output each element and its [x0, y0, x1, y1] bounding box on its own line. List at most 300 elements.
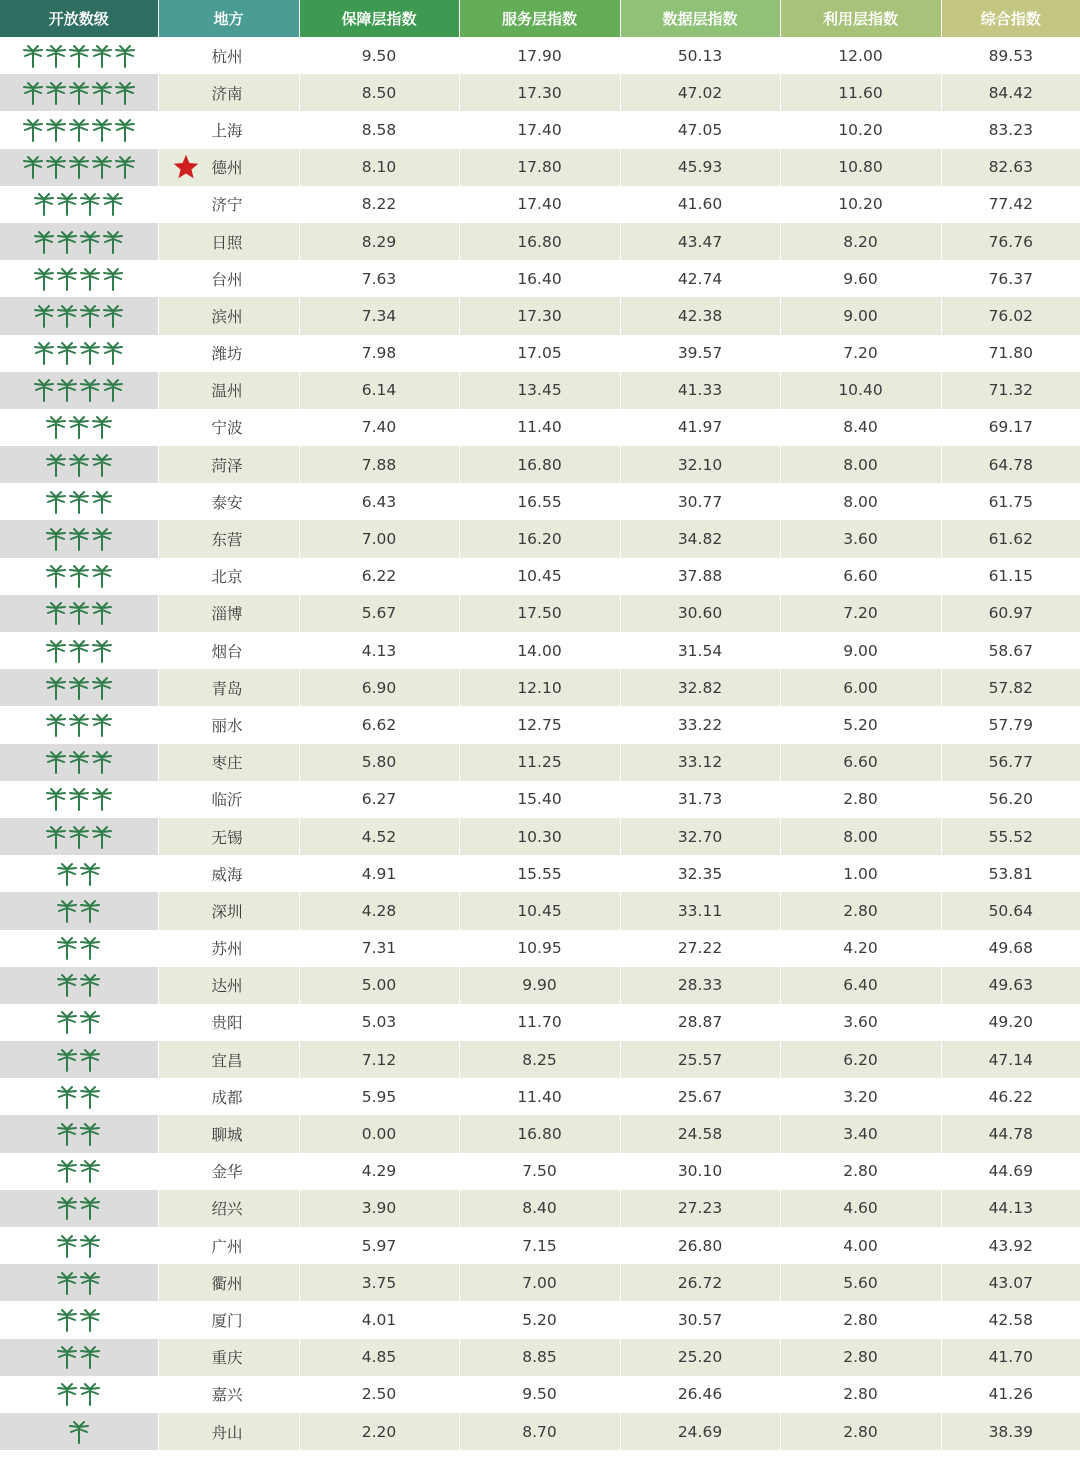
total-index-cell: 61.75 — [941, 483, 1080, 520]
palm-tree-icon — [79, 1122, 101, 1146]
rating-cell — [0, 930, 158, 967]
table-row — [0, 335, 1080, 372]
palm-tree-icon — [56, 1382, 78, 1406]
header-usage-index: 利用层指数 — [780, 0, 941, 37]
header-row — [0, 0, 1080, 37]
data-index-cell: 30.10 — [620, 1153, 780, 1190]
security-index-cell: 3.90 — [299, 1190, 459, 1227]
palm-tree-icon — [45, 81, 67, 105]
table-row — [0, 1041, 1080, 1078]
city-cell — [158, 335, 299, 372]
service-index-cell: 16.55 — [459, 483, 620, 520]
palm-tree-icon — [45, 676, 67, 700]
city-cell — [158, 223, 299, 260]
security-index-cell: 7.40 — [299, 409, 459, 446]
service-index-cell: 7.15 — [459, 1227, 620, 1264]
usage-index-cell: 8.00 — [780, 446, 941, 483]
table-row — [0, 781, 1080, 818]
data-index-cell: 34.82 — [620, 520, 780, 557]
table-row — [0, 37, 1080, 74]
usage-index-cell: 5.60 — [780, 1264, 941, 1301]
service-index-cell: 17.40 — [459, 111, 620, 148]
rating-cell — [0, 335, 158, 372]
usage-index-cell: 7.20 — [780, 595, 941, 632]
usage-index-cell: 9.00 — [780, 632, 941, 669]
city-name: 重庆 — [211, 1349, 243, 1368]
palm-tree-icon — [91, 415, 113, 439]
rating-cell — [0, 446, 158, 483]
usage-index-cell: 6.60 — [780, 558, 941, 595]
service-index-cell: 17.30 — [459, 74, 620, 111]
rating-trees — [22, 118, 136, 142]
header-data-index: 数据层指数 — [620, 0, 780, 37]
city-cell — [158, 111, 299, 148]
palm-tree-icon — [68, 825, 90, 849]
city-name: 金华 — [211, 1163, 243, 1182]
table-row — [0, 446, 1080, 483]
city-name: 嘉兴 — [211, 1386, 243, 1405]
rating-trees — [56, 1159, 101, 1183]
total-index-cell: 47.14 — [941, 1041, 1080, 1078]
usage-index-cell: 10.20 — [780, 111, 941, 148]
palm-tree-icon — [79, 1234, 101, 1258]
usage-index-cell: 6.00 — [780, 669, 941, 706]
usage-index-cell: 3.60 — [780, 520, 941, 557]
city-cell — [158, 149, 299, 186]
service-index-cell: 16.20 — [459, 520, 620, 557]
palm-tree-icon — [45, 601, 67, 625]
data-index-cell: 28.87 — [620, 1004, 780, 1041]
palm-tree-icon — [33, 230, 55, 254]
city-cell — [158, 372, 299, 409]
security-index-cell: 5.97 — [299, 1227, 459, 1264]
usage-index-cell: 11.60 — [780, 74, 941, 111]
data-index-cell: 42.74 — [620, 260, 780, 297]
service-index-cell: 8.70 — [459, 1413, 620, 1450]
data-index-cell: 41.33 — [620, 372, 780, 409]
security-index-cell: 0.00 — [299, 1115, 459, 1152]
total-index-cell: 56.20 — [941, 781, 1080, 818]
palm-tree-icon — [45, 639, 67, 663]
city-cell — [158, 1004, 299, 1041]
table-row — [0, 1227, 1080, 1264]
palm-tree-icon — [102, 378, 124, 402]
palm-tree-icon — [91, 118, 113, 142]
rating-trees — [56, 899, 101, 923]
rating-cell — [0, 1339, 158, 1376]
rating-trees — [45, 490, 113, 514]
total-index-cell: 49.63 — [941, 967, 1080, 1004]
total-index-cell: 43.07 — [941, 1264, 1080, 1301]
table-row — [0, 1413, 1080, 1450]
total-index-cell: 55.52 — [941, 818, 1080, 855]
total-index-cell: 43.92 — [941, 1227, 1080, 1264]
city-name: 达州 — [211, 977, 243, 996]
rating-cell — [0, 558, 158, 595]
rating-trees — [33, 192, 124, 216]
rating-trees — [45, 713, 113, 737]
city-name: 贵阳 — [211, 1014, 243, 1033]
city-cell — [158, 1153, 299, 1190]
security-index-cell: 7.12 — [299, 1041, 459, 1078]
data-index-cell: 27.23 — [620, 1190, 780, 1227]
table-row — [0, 111, 1080, 148]
rating-trees — [45, 825, 113, 849]
security-index-cell: 7.31 — [299, 930, 459, 967]
rating-cell — [0, 297, 158, 334]
palm-tree-icon — [56, 936, 78, 960]
palm-tree-icon — [79, 899, 101, 923]
service-index-cell: 13.45 — [459, 372, 620, 409]
palm-tree-icon — [114, 81, 136, 105]
security-index-cell: 5.03 — [299, 1004, 459, 1041]
security-index-cell: 6.43 — [299, 483, 459, 520]
rating-cell — [0, 1115, 158, 1152]
palm-tree-icon — [56, 304, 78, 328]
city-name: 宁波 — [211, 419, 243, 438]
palm-tree-icon — [56, 973, 78, 997]
security-index-cell: 6.22 — [299, 558, 459, 595]
palm-tree-icon — [56, 192, 78, 216]
table-row — [0, 223, 1080, 260]
header-city: 地方 — [158, 0, 299, 37]
rating-cell — [0, 111, 158, 148]
table-row — [0, 1115, 1080, 1152]
rating-cell — [0, 186, 158, 223]
palm-tree-icon — [45, 527, 67, 551]
table-row — [0, 967, 1080, 1004]
palm-tree-icon — [79, 1159, 101, 1183]
data-index-cell: 30.60 — [620, 595, 780, 632]
usage-index-cell: 4.20 — [780, 930, 941, 967]
service-index-cell: 8.25 — [459, 1041, 620, 1078]
service-index-cell: 7.00 — [459, 1264, 620, 1301]
table-row — [0, 372, 1080, 409]
service-index-cell: 10.30 — [459, 818, 620, 855]
table-row — [0, 1264, 1080, 1301]
palm-tree-icon — [79, 973, 101, 997]
security-index-cell: 5.67 — [299, 595, 459, 632]
rating-trees — [56, 1234, 101, 1258]
data-index-cell: 41.97 — [620, 409, 780, 446]
city-name: 青岛 — [211, 679, 243, 698]
rating-trees — [22, 44, 136, 68]
total-index-cell: 42.58 — [941, 1301, 1080, 1338]
palm-tree-icon — [56, 1234, 78, 1258]
palm-tree-icon — [91, 713, 113, 737]
city-name: 绍兴 — [211, 1200, 243, 1219]
service-index-cell: 15.40 — [459, 781, 620, 818]
palm-tree-icon — [56, 862, 78, 886]
rating-cell — [0, 855, 158, 892]
table-row — [0, 706, 1080, 743]
total-index-cell: 57.79 — [941, 706, 1080, 743]
security-index-cell: 8.22 — [299, 186, 459, 223]
total-index-cell: 83.23 — [941, 111, 1080, 148]
palm-tree-icon — [91, 44, 113, 68]
palm-tree-icon — [91, 527, 113, 551]
city-cell — [158, 74, 299, 111]
palm-tree-icon — [56, 1010, 78, 1034]
city-name: 广州 — [211, 1237, 243, 1256]
total-index-cell: 76.76 — [941, 223, 1080, 260]
palm-tree-icon — [68, 564, 90, 588]
palm-tree-icon — [68, 601, 90, 625]
service-index-cell: 7.50 — [459, 1153, 620, 1190]
palm-tree-icon — [68, 787, 90, 811]
usage-index-cell: 6.60 — [780, 744, 941, 781]
city-name: 临沂 — [211, 791, 243, 810]
rating-trees — [22, 155, 136, 179]
palm-tree-icon — [114, 155, 136, 179]
palm-tree-icon — [79, 1271, 101, 1295]
palm-tree-icon — [68, 750, 90, 774]
data-index-cell: 37.88 — [620, 558, 780, 595]
usage-index-cell: 6.40 — [780, 967, 941, 1004]
palm-tree-icon — [79, 267, 101, 291]
usage-index-cell: 5.20 — [780, 706, 941, 743]
data-index-cell: 26.46 — [620, 1376, 780, 1413]
data-index-cell: 27.22 — [620, 930, 780, 967]
city-cell — [158, 781, 299, 818]
usage-index-cell: 8.40 — [780, 409, 941, 446]
city-name: 苏州 — [211, 940, 243, 959]
header-security-index: 保障层指数 — [299, 0, 459, 37]
security-index-cell: 4.13 — [299, 632, 459, 669]
table-row — [0, 1376, 1080, 1413]
service-index-cell: 12.10 — [459, 669, 620, 706]
data-index-cell: 25.20 — [620, 1339, 780, 1376]
usage-index-cell: 7.20 — [780, 335, 941, 372]
rating-trees — [56, 1122, 101, 1146]
security-index-cell: 8.29 — [299, 223, 459, 260]
security-index-cell: 6.27 — [299, 781, 459, 818]
palm-tree-icon — [33, 341, 55, 365]
security-index-cell: 4.28 — [299, 892, 459, 929]
data-index-cell: 24.58 — [620, 1115, 780, 1152]
rating-cell — [0, 706, 158, 743]
security-index-cell: 8.50 — [299, 74, 459, 111]
usage-index-cell: 2.80 — [780, 892, 941, 929]
city-cell — [158, 1227, 299, 1264]
palm-tree-icon — [68, 81, 90, 105]
table-row — [0, 186, 1080, 223]
total-index-cell: 76.37 — [941, 260, 1080, 297]
palm-tree-icon — [45, 825, 67, 849]
total-index-cell: 44.78 — [941, 1115, 1080, 1152]
security-index-cell: 7.63 — [299, 260, 459, 297]
palm-tree-icon — [22, 81, 44, 105]
rating-trees — [45, 639, 113, 663]
service-index-cell: 17.05 — [459, 335, 620, 372]
service-index-cell: 10.45 — [459, 558, 620, 595]
palm-tree-icon — [91, 564, 113, 588]
palm-tree-icon — [56, 230, 78, 254]
palm-tree-icon — [56, 1085, 78, 1109]
city-name: 威海 — [211, 865, 243, 884]
palm-tree-icon — [91, 81, 113, 105]
city-cell — [158, 892, 299, 929]
table-row — [0, 297, 1080, 334]
palm-tree-icon — [56, 1159, 78, 1183]
data-index-cell: 33.12 — [620, 744, 780, 781]
total-index-cell: 46.22 — [941, 1078, 1080, 1115]
usage-index-cell: 2.80 — [780, 781, 941, 818]
data-index-cell: 28.33 — [620, 967, 780, 1004]
rating-trees — [33, 267, 124, 291]
palm-tree-icon — [33, 304, 55, 328]
service-index-cell: 14.00 — [459, 632, 620, 669]
city-cell — [158, 669, 299, 706]
data-index-cell: 32.10 — [620, 446, 780, 483]
table-row — [0, 74, 1080, 111]
table-row — [0, 558, 1080, 595]
table-row — [0, 1339, 1080, 1376]
data-index-cell: 39.57 — [620, 335, 780, 372]
rating-cell — [0, 595, 158, 632]
palm-tree-icon — [114, 44, 136, 68]
rating-cell — [0, 892, 158, 929]
city-name: 淄博 — [211, 605, 243, 624]
rating-trees — [45, 676, 113, 700]
table-row — [0, 818, 1080, 855]
table-row — [0, 1153, 1080, 1190]
palm-tree-icon — [68, 118, 90, 142]
usage-index-cell: 10.20 — [780, 186, 941, 223]
city-name: 滨州 — [211, 307, 243, 326]
table-row — [0, 1301, 1080, 1338]
palm-tree-icon — [22, 44, 44, 68]
total-index-cell: 44.13 — [941, 1190, 1080, 1227]
total-index-cell: 53.81 — [941, 855, 1080, 892]
table-row — [0, 892, 1080, 929]
rating-trees — [33, 230, 124, 254]
rating-trees — [56, 1308, 101, 1332]
rating-cell — [0, 74, 158, 111]
city-cell — [158, 595, 299, 632]
rating-cell — [0, 1301, 158, 1338]
data-index-cell: 24.69 — [620, 1413, 780, 1450]
data-index-cell: 33.11 — [620, 892, 780, 929]
city-cell — [158, 818, 299, 855]
header-total-index: 综合指数 — [941, 0, 1080, 37]
usage-index-cell: 4.00 — [780, 1227, 941, 1264]
usage-index-cell: 9.00 — [780, 297, 941, 334]
security-index-cell: 7.88 — [299, 446, 459, 483]
palm-tree-icon — [102, 230, 124, 254]
header-service-index: 服务层指数 — [459, 0, 620, 37]
city-name: 温州 — [211, 382, 243, 401]
usage-index-cell: 1.00 — [780, 855, 941, 892]
city-name: 德州 — [211, 159, 243, 178]
security-index-cell: 4.29 — [299, 1153, 459, 1190]
palm-tree-icon — [91, 490, 113, 514]
total-index-cell: 71.32 — [941, 372, 1080, 409]
total-index-cell: 56.77 — [941, 744, 1080, 781]
service-index-cell: 8.85 — [459, 1339, 620, 1376]
data-index-cell: 25.67 — [620, 1078, 780, 1115]
palm-tree-icon — [68, 713, 90, 737]
usage-index-cell: 12.00 — [780, 37, 941, 74]
security-index-cell: 5.00 — [299, 967, 459, 1004]
rating-trees — [56, 862, 101, 886]
total-index-cell: 44.69 — [941, 1153, 1080, 1190]
security-index-cell: 6.14 — [299, 372, 459, 409]
rating-trees — [33, 341, 124, 365]
city-name: 济南 — [211, 84, 243, 103]
total-index-cell: 69.17 — [941, 409, 1080, 446]
table-row — [0, 409, 1080, 446]
city-cell — [158, 1413, 299, 1450]
service-index-cell: 12.75 — [459, 706, 620, 743]
data-index-cell: 33.22 — [620, 706, 780, 743]
rating-cell — [0, 483, 158, 520]
table-row — [0, 483, 1080, 520]
rating-trees — [56, 1345, 101, 1369]
total-index-cell: 41.70 — [941, 1339, 1080, 1376]
service-index-cell: 9.90 — [459, 967, 620, 1004]
usage-index-cell: 2.80 — [780, 1301, 941, 1338]
city-cell — [158, 409, 299, 446]
security-index-cell: 7.00 — [299, 520, 459, 557]
palm-tree-icon — [45, 44, 67, 68]
palm-tree-icon — [91, 155, 113, 179]
palm-tree-icon — [79, 378, 101, 402]
table-row — [0, 1078, 1080, 1115]
service-index-cell: 16.80 — [459, 446, 620, 483]
table-row — [0, 930, 1080, 967]
data-index-cell: 45.93 — [620, 149, 780, 186]
table-row — [0, 595, 1080, 632]
header-rating: 开放数级 — [0, 0, 158, 37]
rating-trees — [56, 1196, 101, 1220]
usage-index-cell: 10.80 — [780, 149, 941, 186]
usage-index-cell: 6.20 — [780, 1041, 941, 1078]
palm-tree-icon — [91, 453, 113, 477]
rating-trees — [56, 1010, 101, 1034]
palm-tree-icon — [56, 341, 78, 365]
palm-tree-icon — [79, 192, 101, 216]
table-row — [0, 1190, 1080, 1227]
rating-trees — [56, 1382, 101, 1406]
city-name: 成都 — [211, 1088, 243, 1107]
city-name: 枣庄 — [211, 754, 243, 773]
security-index-cell: 7.34 — [299, 297, 459, 334]
rating-cell — [0, 1413, 158, 1450]
palm-tree-icon — [56, 1122, 78, 1146]
data-index-cell: 31.54 — [620, 632, 780, 669]
palm-tree-icon — [45, 453, 67, 477]
security-index-cell: 4.91 — [299, 855, 459, 892]
security-index-cell: 6.62 — [299, 706, 459, 743]
city-cell — [158, 1376, 299, 1413]
city-name: 烟台 — [211, 642, 243, 661]
data-index-cell: 47.02 — [620, 74, 780, 111]
palm-tree-icon — [79, 230, 101, 254]
palm-tree-icon — [68, 1420, 90, 1444]
security-index-cell: 5.95 — [299, 1078, 459, 1115]
rating-cell — [0, 149, 158, 186]
city-cell — [158, 520, 299, 557]
rating-cell — [0, 372, 158, 409]
data-index-cell: 31.73 — [620, 781, 780, 818]
service-index-cell: 8.40 — [459, 1190, 620, 1227]
security-index-cell: 2.20 — [299, 1413, 459, 1450]
rating-trees — [45, 601, 113, 625]
palm-tree-icon — [91, 787, 113, 811]
security-index-cell: 4.52 — [299, 818, 459, 855]
rating-trees — [56, 973, 101, 997]
